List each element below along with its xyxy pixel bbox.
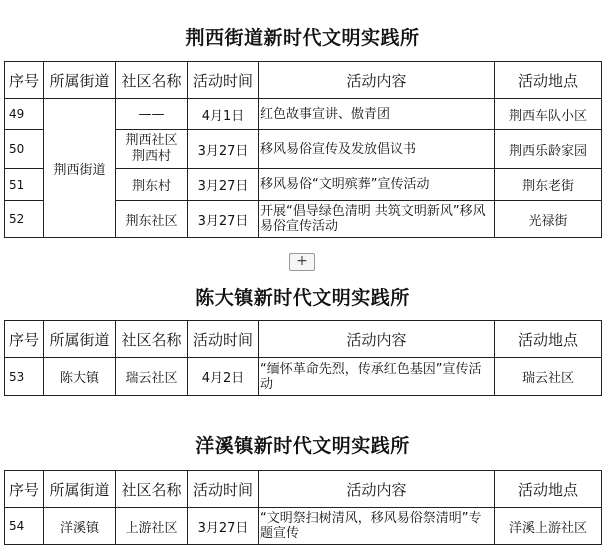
table-header-row <box>5 471 602 508</box>
cell-time: 3月27日 <box>188 169 259 201</box>
cell-no: 53 <box>5 358 44 396</box>
expand-button[interactable]: + <box>289 253 315 271</box>
cell-community: 荆东村 <box>116 169 188 201</box>
header-time: 活动时间 <box>188 471 259 508</box>
cell-street: 荆西街道 <box>44 99 116 238</box>
cell-community: 荆西社区 荆西村 <box>116 130 188 169</box>
table-row <box>5 358 602 396</box>
header-location: 活动地点 <box>495 62 602 99</box>
cell-time: 3月27日 <box>188 508 259 545</box>
cell-community: 荆东社区 <box>116 201 188 238</box>
cell-location: 洋溪上游社区 <box>495 508 602 545</box>
header-no: 序号 <box>5 62 44 99</box>
section-title-jingxi: 荆西街道新时代文明实践所 <box>185 27 420 49</box>
header-community: 社区名称 <box>116 471 188 508</box>
header-no: 序号 <box>5 471 44 508</box>
table-row <box>5 508 602 545</box>
cell-time: 4月1日 <box>188 99 259 130</box>
cell-location: 荆西乐龄家园 <box>495 130 602 169</box>
section-title-chenda: 陈大镇新时代文明实践所 <box>195 287 410 309</box>
cell-community: 瑞云社区 <box>116 358 188 396</box>
header-content: 活动内容 <box>259 471 495 508</box>
table-row <box>5 99 602 130</box>
cell-community: —— <box>116 99 188 130</box>
header-content: 活动内容 <box>259 62 495 99</box>
cell-location: 荆东老街 <box>495 169 602 201</box>
cell-street: 陈大镇 <box>44 358 116 396</box>
cell-location: 瑞云社区 <box>495 358 602 396</box>
cell-time: 3月27日 <box>188 130 259 169</box>
header-community: 社区名称 <box>116 321 188 358</box>
header-content: 活动内容 <box>259 321 495 358</box>
cell-street: 洋溪镇 <box>44 508 116 545</box>
cell-no: 50 <box>5 130 44 169</box>
header-time: 活动时间 <box>188 321 259 358</box>
header-community: 社区名称 <box>116 62 188 99</box>
section-title-yangxi: 洋溪镇新时代文明实践所 <box>195 435 410 457</box>
cell-community: 上游社区 <box>116 508 188 545</box>
cell-content: 移风易俗宣传及发放倡议书 <box>259 130 495 169</box>
cell-content: 开展“倡导绿色清明 共筑文明新风”移风易俗宣传活动 <box>259 201 495 238</box>
cell-no: 49 <box>5 99 44 130</box>
cell-content: 移风易俗“文明殡葬”宣传活动 <box>259 169 495 201</box>
cell-time: 3月27日 <box>188 201 259 238</box>
table-chenda <box>4 320 602 396</box>
cell-no: 51 <box>5 169 44 201</box>
cell-content: “缅怀革命先烈，传承红色基因”宣传活动 <box>259 358 495 396</box>
cell-location: 光禄街 <box>495 201 602 238</box>
table-jingxi <box>4 61 602 238</box>
header-street: 所属街道 <box>44 62 116 99</box>
header-location: 活动地点 <box>495 471 602 508</box>
table-header-row <box>5 321 602 358</box>
header-location: 活动地点 <box>495 321 602 358</box>
header-no: 序号 <box>5 321 44 358</box>
table-yangxi <box>4 470 602 545</box>
cell-time: 4月2日 <box>188 358 259 396</box>
header-street: 所属街道 <box>44 471 116 508</box>
table-header-row <box>5 62 602 99</box>
header-time: 活动时间 <box>188 62 259 99</box>
cell-no: 54 <box>5 508 44 545</box>
cell-location: 荆西车队小区 <box>495 99 602 130</box>
header-street: 所属街道 <box>44 321 116 358</box>
cell-content: “文明祭扫树清风，移风易俗祭清明”专题宣传 <box>259 508 495 545</box>
cell-content: 红色故事宣讲、傲青团 <box>259 99 495 130</box>
cell-no: 52 <box>5 201 44 238</box>
